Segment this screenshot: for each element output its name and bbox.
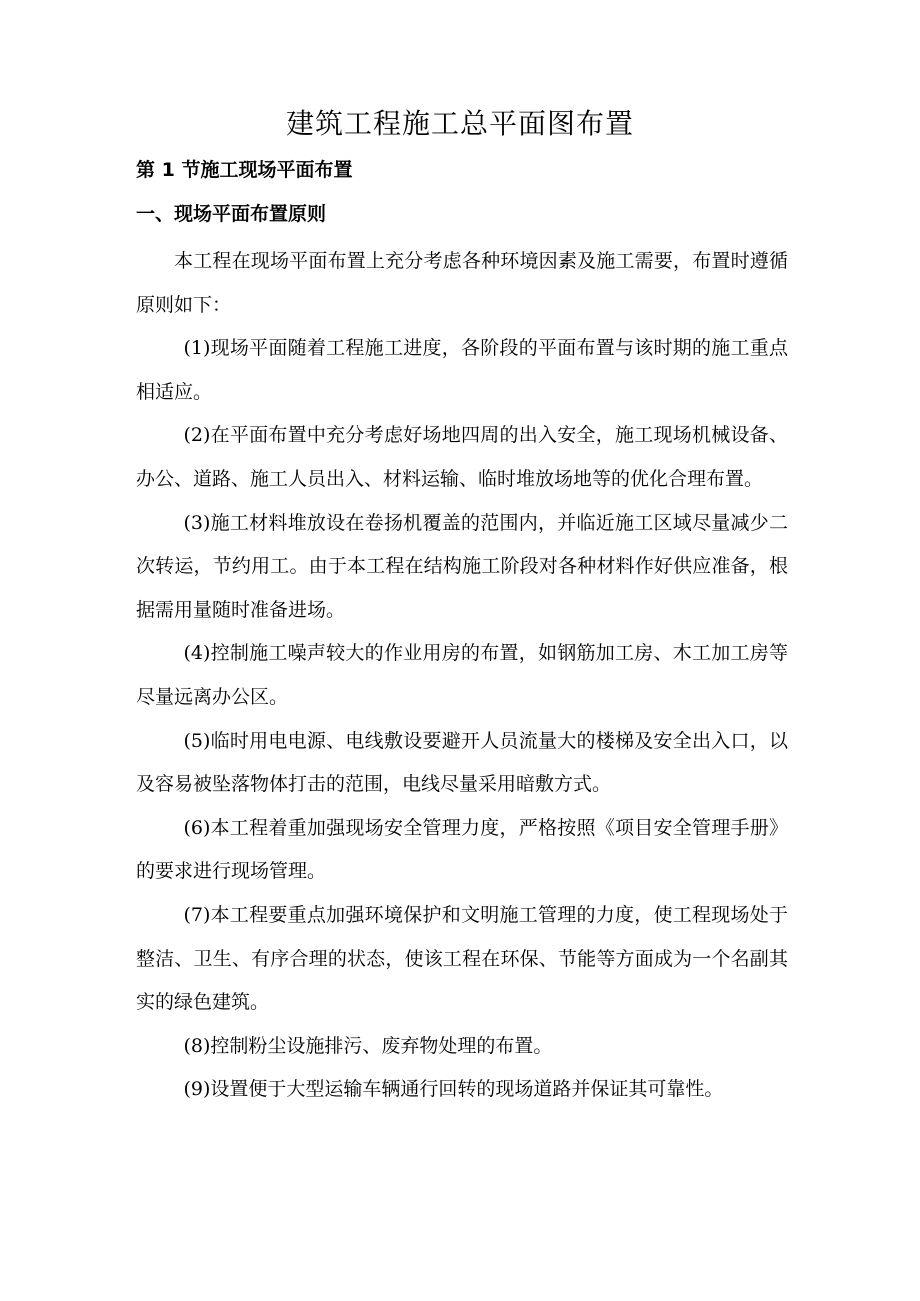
document-title: 建筑工程施工总平面图布置 bbox=[285, 107, 634, 140]
principle-item-6: (6)本工程着重加强现场安全管理力度，严格按照《项目安全管理手册》的要求进行现场管理。 bbox=[136, 816, 788, 883]
principle-item-5: (5)临时用电电源、电线敷设要避开人员流量大的楼梯及安全出入口，以及容易被坠落物体打击的范围，电线尽量采用暗敷方式。 bbox=[136, 729, 788, 796]
principle-item-9: (9)设置便于大型运输车辆通行回转的现场道路并保证其可靠性。 bbox=[183, 1078, 724, 1101]
section-heading: 第 1 节施工现场平面布置 bbox=[136, 159, 353, 181]
principle-item-3: (3)施工材料堆放设在卷扬机覆盖的范围内，并临近施工区域尽量减少二次转运，节约用工。由于本工程在结构施工阶段对各种材料作好供应准备，根据需用量随时准备进场。 bbox=[136, 511, 788, 621]
principle-item-4: (4)控制施工噪声较大的作业用房的布置，如钢筋加工房、木工加工房等尽量远离办公区。 bbox=[136, 642, 788, 708]
intro-paragraph: 本工程在现场平面布置上充分考虑各种环境因素及施工需要，布置时遵循原则如下： bbox=[136, 250, 788, 316]
principle-item-1: (1)现场平面随着工程施工进度，各阶段的平面布置与该时期的施工重点相适应。 bbox=[136, 337, 788, 403]
principle-item-2: (2)在平面布置中充分考虑好场地四周的出入安全，施工现场机械设备、办公、道路、施工人员出入、材料运输、临时堆放场地等的优化合理布置。 bbox=[136, 424, 788, 490]
principle-item-8: (8)控制粉尘设施排污、废弃物处理的布置。 bbox=[183, 1034, 553, 1057]
document-body bbox=[136, 240, 788, 1112]
principle-item-7: (7)本工程要重点加强环境保护和文明施工管理的力度，使工程现场处于整洁、卫生、有序合理的状态，使该工程在环保、节能等方面成为一个名副其实的绿色建筑。 bbox=[136, 903, 788, 1014]
subsection-heading: 一、现场平面布置原则 bbox=[136, 203, 327, 225]
